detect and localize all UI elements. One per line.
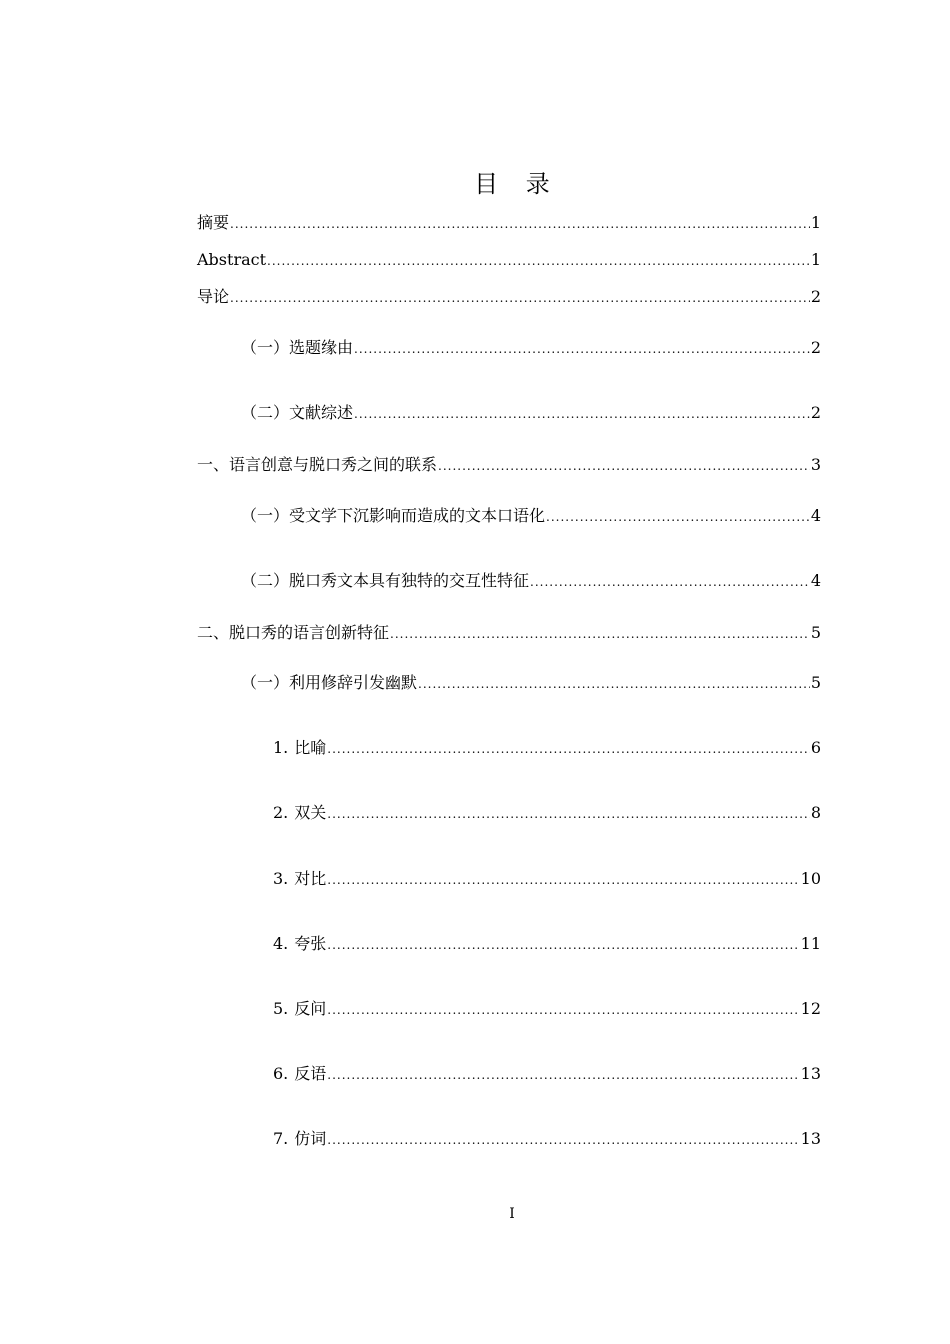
toc-leader [327,867,799,893]
toc-entry-page: 4 [810,506,821,525]
toc-entry-abstract-en[interactable] [197,247,821,273]
toc-entry-text: 夸张 [294,934,327,953]
toc-entry-number: 4. [273,934,289,953]
toc-entry-metaphor[interactable] [273,735,821,761]
toc-entry-label: 一、语言创意与脱口秀之间的联系 [197,455,438,474]
toc-entry-label [273,1126,326,1152]
toc-leader [354,336,810,362]
toc-entry-hyperbole[interactable] [273,931,821,957]
toc-entry-page: 1 [810,250,821,269]
toc-entry-page: 13 [800,1129,821,1148]
toc-entry-label: （一）选题缘由 [241,338,354,357]
toc-entry-page: 5 [810,673,821,692]
toc-entry-chapter-1-section-2[interactable] [241,568,821,594]
toc-entry-number: 2. [273,803,289,822]
toc-entry-introduction[interactable] [197,284,821,310]
toc-entry-page: 2 [810,403,821,422]
toc-entry-label: （一）利用修辞引发幽默 [241,673,418,692]
toc-entry-label: （一）受文学下沉影响而造成的文本口语化 [241,506,546,525]
toc-entry-text: 仿词 [294,1129,327,1148]
toc-entry-parody[interactable] [273,1126,821,1152]
toc-entry-page: 1 [810,213,821,232]
toc-entry-text: 比喻 [294,738,327,757]
toc-entry-label: （二）脱口秀文本具有独特的交互性特征 [241,571,530,590]
toc-leader [267,248,810,274]
toc-entry-text: 对比 [294,869,327,888]
toc-entry-chapter-2[interactable] [197,620,821,646]
toc-entry-label [273,1061,326,1087]
toc-leader [418,671,810,697]
toc-entry-page: 13 [800,1064,821,1083]
toc-entry-page: 12 [800,999,821,1018]
toc-entry-number: 1. [273,738,289,757]
toc-entry-text: 反语 [294,1064,327,1083]
toc-entry-page: 2 [810,338,821,357]
toc-entry-chapter-1-section-1[interactable] [241,503,821,529]
toc-entry-number: 7. [273,1129,289,1148]
toc-entry-page: 10 [800,869,821,888]
toc-entry-page: 8 [810,803,821,822]
toc-entry-text: 反问 [294,999,327,1018]
toc-entry-page: 5 [810,623,821,642]
toc-entry-page: 11 [800,934,821,953]
toc-entry-label: 二、脱口秀的语言创新特征 [197,623,390,642]
toc-entry-label [273,866,326,892]
toc-entry-contrast[interactable] [273,866,821,892]
toc-entry-rhetorical-question[interactable] [273,996,821,1022]
toc-entry-label [273,735,326,761]
toc-entry-chapter-2-section-1[interactable] [241,670,821,696]
toc-leader [327,801,810,827]
toc-leader [327,1062,799,1088]
toc-leader [230,285,810,311]
toc-leader [327,736,810,762]
toc-entry-label: （二）文献综述 [241,403,354,422]
toc-entry-abstract-cn[interactable] [197,210,821,236]
page-number: I [509,1206,515,1222]
toc-entry-topic-reason[interactable] [241,335,821,361]
toc-entry-label: 导论 [197,287,230,306]
toc-entry-page: 6 [810,738,821,757]
toc-leader [327,932,799,958]
toc-leader [230,211,810,237]
toc-entry-label [273,931,326,957]
toc-entry-text: 双关 [294,803,327,822]
toc-entry-page: 3 [810,455,821,474]
toc-entry-label [273,996,326,1022]
toc-entry-pun[interactable] [273,800,821,826]
toc-entry-label: Abstract [197,250,267,269]
toc-entry-page: 2 [810,287,821,306]
toc-entry-page: 4 [810,571,821,590]
page-title: 目 录 [474,170,560,198]
toc-entry-label [273,800,326,826]
toc-leader [327,997,799,1023]
toc-leader [530,569,810,595]
toc-leader [354,401,810,427]
toc-leader [327,1127,799,1153]
toc-leader [438,453,810,479]
toc-leader [390,621,810,647]
toc-leader [546,504,810,530]
toc-entry-literature-review[interactable] [241,400,821,426]
toc-entry-chapter-1[interactable] [197,452,821,478]
toc-entry-label: 摘要 [197,213,230,232]
toc-entry-number: 5. [273,999,289,1018]
toc-entry-number: 3. [273,869,289,888]
toc-entry-irony[interactable] [273,1061,821,1087]
toc-entry-number: 6. [273,1064,289,1083]
